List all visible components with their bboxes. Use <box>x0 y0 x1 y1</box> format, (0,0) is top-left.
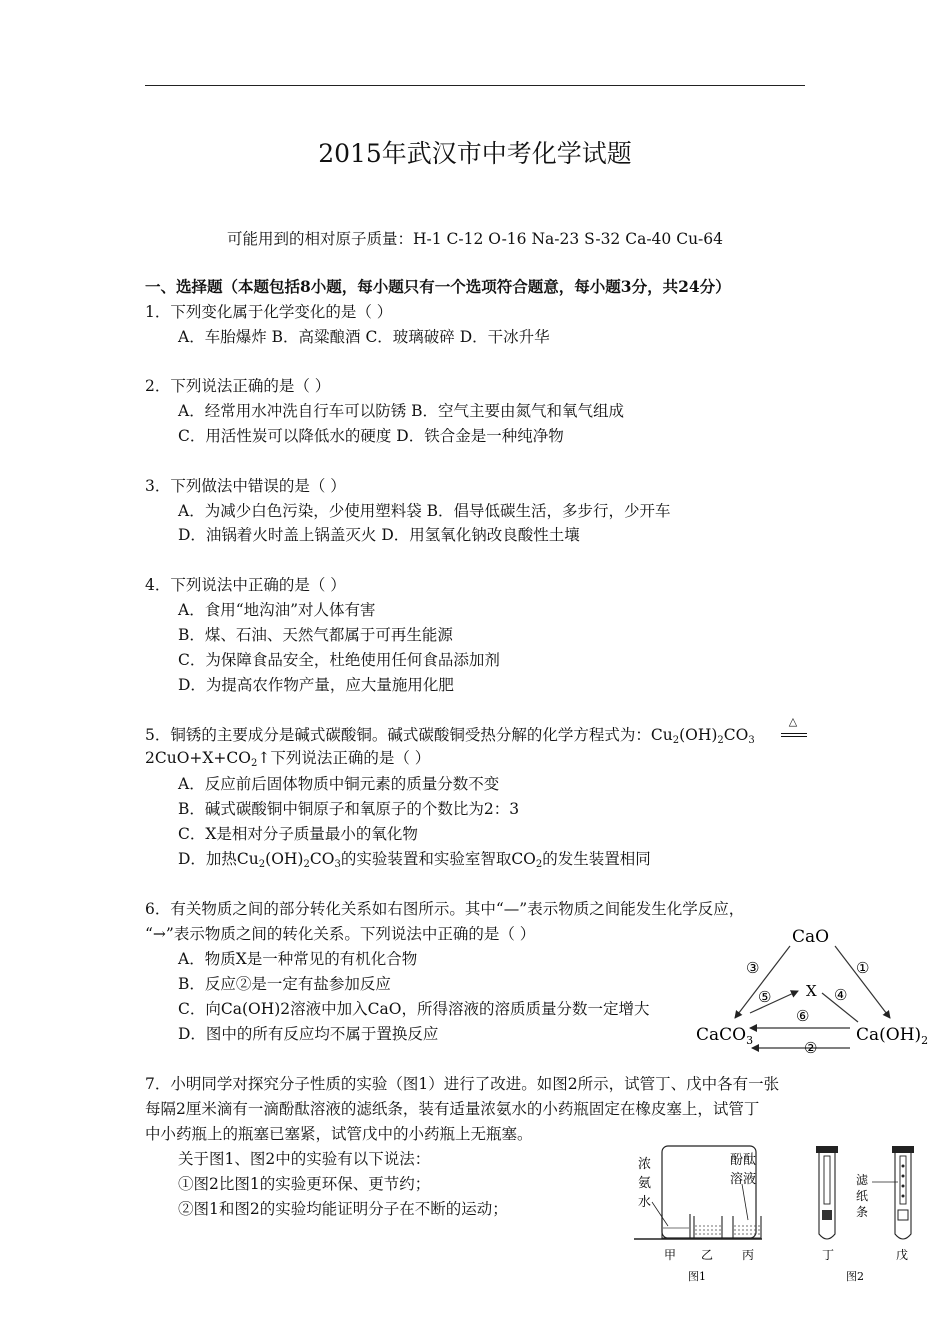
test-tube-wu <box>895 1148 911 1239</box>
q7-stem-1: 7．小明同学对探究分子性质的实验（图1）进行了改进。如图2所示，试管丁、戊中各有一张 <box>145 1075 780 1093</box>
q7-stem-3: 中小药瓶上的瓶塞已塞紧，试管戊中的小药瓶上无瓶塞。 <box>145 1125 533 1143</box>
label-fig2: 图2 <box>846 1270 864 1283</box>
figure-2 <box>816 1146 914 1283</box>
filter-strip-ding <box>824 1156 830 1204</box>
label-2: ② <box>804 1039 818 1057</box>
label-6: ⑥ <box>796 1007 810 1025</box>
label-filter-2: 纸 <box>856 1189 869 1203</box>
q7-stem-2: 每隔2厘米滴有一滴酚酞溶液的滤纸条，装有适量浓氨水的小药瓶固定在橡皮塞上，试管丁 <box>145 1100 760 1118</box>
label-3: ③ <box>746 959 760 977</box>
label-ammonia-1: 浓 <box>638 1157 652 1172</box>
q6-option-c: C．向Ca(OH)2溶液中加入CaO，所得溶液的溶质质量分数一定增大 <box>178 1000 650 1018</box>
q4-option-a: A．食用“地沟油”对人体有害 <box>178 601 376 619</box>
q6-transformation-diagram <box>690 918 940 1060</box>
q5-option-a: A．反应前后固体物质中铜元素的质量分数不变 <box>178 775 500 793</box>
q4-stem: 4．下列说法中正确的是（ ） <box>145 576 346 594</box>
label-1: ① <box>856 959 870 977</box>
stopper-ding <box>816 1146 838 1153</box>
beaker-yi <box>694 1216 722 1238</box>
q5-option-d: D．加热$Cu_2(OH)_2CO_3$的实验装置和实验室智取$CO_2$的发生装置相同 <box>178 850 651 870</box>
q1-options: A．车胎爆炸 B．高粱酿酒 C．玻璃破碎 D．干冰升华 <box>178 328 550 346</box>
section-heading: 一、选择题（本题包括8小题，每小题只有一个选项符合题意，每小题3分，共24分） <box>145 277 731 296</box>
q3-options-ab: A．为减少白色污染，少使用塑料袋 B．倡导低碳生活，多步行，少开车 <box>178 502 671 520</box>
node-x: X <box>806 982 817 1000</box>
label-yi: 乙 <box>701 1248 714 1262</box>
vial-ding <box>822 1210 832 1220</box>
heat-delta-symbol: △ <box>788 715 798 728</box>
arrow-cao-to-caoh2 <box>835 946 890 1018</box>
test-tube-ding <box>819 1148 835 1239</box>
label-4: ④ <box>834 986 848 1004</box>
label-bing: 丙 <box>742 1248 755 1262</box>
q3-stem: 3．下列做法中错误的是（ ） <box>145 477 346 495</box>
q5-option-b: B．碱式碳酸铜中铜原子和氧原子的个数比为2：3 <box>178 800 520 818</box>
label-ammonia-3: 水 <box>638 1195 652 1210</box>
label-phenolphthalein-2: 溶液 <box>730 1172 757 1187</box>
label-ding: 丁 <box>822 1248 835 1262</box>
q7-statement-1: ①图2比图1的实验更环保、更节约； <box>178 1175 431 1193</box>
beaker-jia <box>662 1214 690 1238</box>
q5-option-c: C．X是相对分子质量最小的氧化物 <box>178 825 418 843</box>
figure-1 <box>634 1146 762 1283</box>
q2-options-cd: C．用活性炭可以降低水的硬度 D．铁合金是一种纯净物 <box>178 427 564 445</box>
q3-options-cd: D．油锅着火时盖上锅盖灭火 D．用氢氧化钠改良酸性土壤 <box>178 526 580 544</box>
q6-option-d: D．图中的所有反应均不属于置换反应 <box>178 1025 439 1043</box>
q5-equation-line2: $2CuO+X+CO_2↑$下列说法正确的是（ ） <box>145 749 431 769</box>
q4-option-c: C．为保障食品安全，杜绝使用任何食品添加剂 <box>178 651 500 669</box>
q1-stem: 1．下列变化属于化学变化的是（ ） <box>145 303 393 321</box>
label-filter-1: 滤 <box>856 1173 869 1187</box>
atomic-masses: 可能用到的相对原子质量：H-1 C-12 O-16 Na-23 S-32 Ca-40 Cu-64 <box>227 230 724 248</box>
q6-stem-1: 6．有关物质之间的部分转化关系如右图所示。其中“—”表示物质之间能发生化学反应， <box>145 900 745 918</box>
label-phenolphthalein-1: 酚酞 <box>730 1153 757 1168</box>
top-rule <box>145 85 805 86</box>
q4-option-d: D．为提高农作物产量，应大量施用化肥 <box>178 676 454 694</box>
label-filter-3: 条 <box>856 1205 869 1219</box>
node-caoh2: $Ca(OH)_2$ <box>856 1025 929 1047</box>
stopper-wu <box>892 1146 914 1153</box>
label-5: ⑤ <box>758 988 772 1006</box>
q6-stem-2: “→”表示物质之间的转化关系。下列说法中正确的是（ ） <box>145 925 536 943</box>
page-title: 2015年武汉市中考化学试题 <box>318 139 632 168</box>
label-fig1: 图1 <box>688 1270 706 1283</box>
q7-statements-intro: 关于图1、图2中的实验有以下说法： <box>178 1150 431 1168</box>
beaker-bing <box>733 1216 761 1238</box>
q6-option-a: A．物质X是一种常见的有机化合物 <box>178 950 418 968</box>
equals-sign <box>781 733 807 737</box>
vial-wu <box>898 1210 908 1220</box>
q2-stem: 2．下列说法正确的是（ ） <box>145 377 331 395</box>
q4-option-b: B．煤、石油、天然气都属于可再生能源 <box>178 626 453 644</box>
q6-option-b: B．反应②是一定有盐参加反应 <box>178 975 391 993</box>
label-wu: 戊 <box>896 1248 909 1262</box>
node-caco3: CaCO$_3$ <box>696 1025 754 1047</box>
q2-options-ab: A．经常用水冲洗自行车可以防锈 B．空气主要由氮气和氧气组成 <box>178 402 625 420</box>
label-jia: 甲 <box>664 1248 677 1262</box>
node-cao: CaO <box>792 927 830 947</box>
label-ammonia-2: 氨 <box>638 1176 652 1191</box>
q7-statement-2: ②图1和图2的实验均能证明分子在不断的运动； <box>178 1200 508 1218</box>
q5-stem: 5．铜锈的主要成分是碱式碳酸铜。碱式碳酸铜受热分解的化学方程式为：$Cu_2(OH)_2CO_3$ <box>145 726 755 746</box>
q7-experiment-figures <box>630 1142 920 1290</box>
